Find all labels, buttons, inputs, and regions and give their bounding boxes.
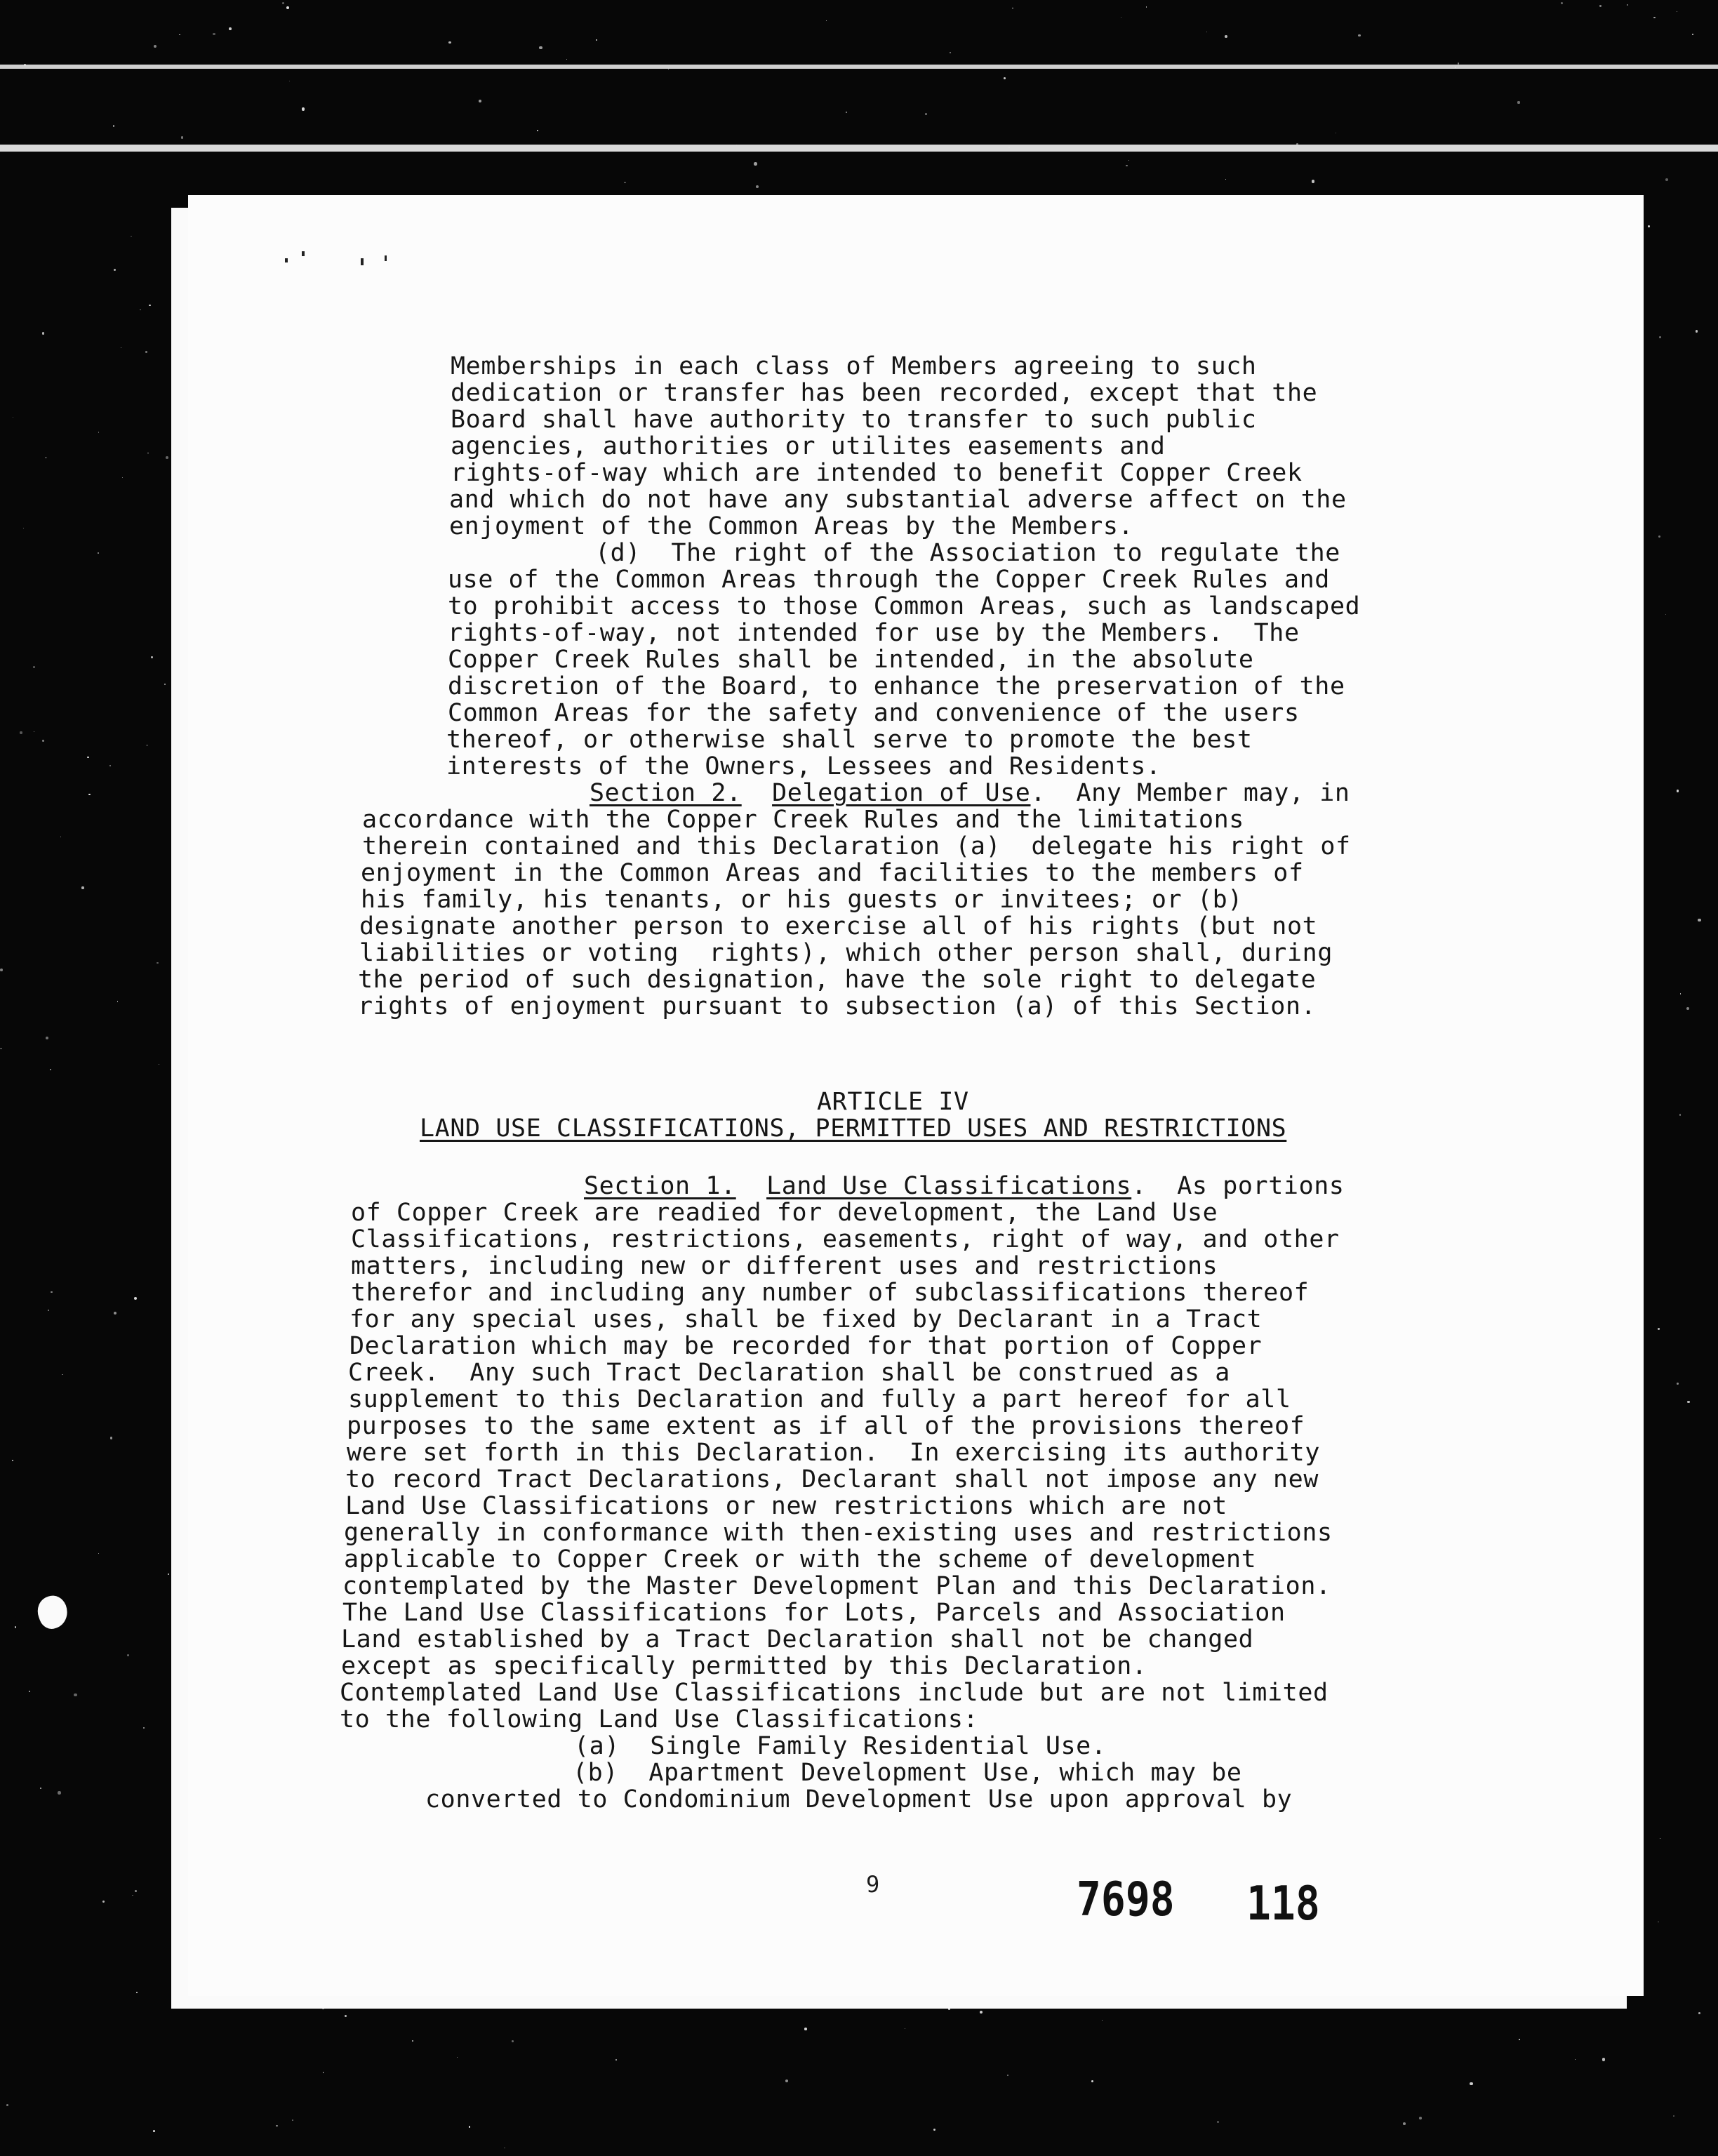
scan-speck [566,59,567,60]
section-1-title: Land Use Classifications [766,1172,1132,1200]
scan-speck [1653,17,1655,18]
scan-speck [1677,1383,1679,1385]
scan-speck [0,1048,2,1050]
list-item: (b) Apartment Development Use, which may be [573,1759,1242,1787]
scan-speck [412,2040,413,2042]
body-line: Contemplated Land Use Classifications include but are not limited [340,1679,1329,1707]
scan-speck [756,185,759,188]
scan-speck [1658,535,1660,538]
body-line: Land established by a Tract Declaration shall not be changed [341,1625,1254,1653]
scan-speck [181,136,184,139]
scan-speck [136,1992,138,1993]
scan-speck [154,45,157,48]
scan-speck [33,666,35,668]
section-1-heading [584,1172,1345,1200]
scan-speck [51,1291,53,1293]
scan-speck [754,162,757,165]
page-number: 9 [866,1871,880,1898]
scan-speck [826,20,827,22]
scan-artifact [33,1592,72,1632]
body-line: to the following Land Use Classifications: [340,1705,979,1734]
scan-speck [1012,8,1013,9]
document-page [188,195,1644,1996]
scan-speck [20,731,22,733]
scan-speck [1673,2115,1674,2117]
scan-speck [1128,160,1129,161]
scan-speck [42,332,44,334]
scan-speck [596,39,597,41]
scan-speck [1004,77,1006,79]
scan-speck [15,1626,17,1628]
scan-speck [164,684,166,685]
scan-speck [804,2028,807,2030]
scan-speck [143,1727,145,1729]
scan-speck [1102,2020,1103,2021]
scan-speck [1519,2039,1520,2040]
section-2-heading [590,779,1350,807]
scan-speck [292,2120,294,2122]
body-line: rights-of-way which are intended to benefit Copper Creek [451,459,1303,487]
scan-speck [624,182,625,183]
scan-speck [469,2126,471,2128]
scan-speck [1680,993,1681,994]
scan-speck [1470,2082,1472,2085]
body-line: and which do not have any substantial adverse affect on the [449,486,1347,514]
scan-speck [46,1037,48,1039]
body-line: discretion of the Board, to enhance the preservation of the [448,672,1345,700]
scan-speck [1517,101,1519,103]
body-line: his family, his tenants, or his guests or invitees; or (b) [361,886,1243,914]
scan-speck [457,2057,458,2058]
scan-speck [1403,2122,1406,2125]
scan-speck [276,2125,278,2127]
body-line: use of the Common Areas through the Copper Creek Rules and [448,566,1330,594]
scan-speck [1575,2059,1576,2060]
body-line: converted to Condominium Development Use upon approval by [425,1785,1293,1814]
scan-speck [117,1001,119,1002]
scan-speck [448,41,451,44]
scan-speck [50,1069,52,1071]
body-line: enjoyment of the Common Areas by the Members. [449,512,1134,540]
scan-speck [87,757,88,758]
recording-stamp-book: 7698 [1077,1871,1175,1927]
scan-speck [1698,2012,1700,2014]
body-line: dedication or transfer has been recorded, except that the [451,379,1318,407]
list-item: (a) Single Family Residential Use. [574,1732,1107,1760]
scan-speck [81,886,84,889]
body-line: accordance with the Copper Creek Rules and the limitations [362,806,1244,834]
scan-speck [98,1553,99,1554]
article-title: LAND USE CLASSIFICATIONS, PERMITTED USES AND RESTRICTIONS [420,1114,1287,1143]
scan-speck [1296,143,1298,145]
scan-speck [1665,178,1668,181]
scan-speck [147,745,148,746]
scan-speck [286,6,289,9]
scan-speck [323,2072,324,2073]
scan-speck [948,2008,951,2011]
scan-speck [1008,147,1010,148]
body-line: therefor and including any number of subclassifications thereof [351,1279,1310,1307]
scan-speck [1658,1922,1659,1923]
scan-speck [168,1573,169,1575]
body-line: (d) The right of the Association to regulate the [595,539,1340,567]
body-line: rights-of-way, not intended for use by the Members. The [448,619,1300,647]
scan-speck [122,477,124,479]
scan-speck [6,2104,8,2106]
body-line: matters, including new or different uses and restrictions [351,1252,1218,1280]
scan-speck [0,969,3,971]
scan-speck [135,1890,137,1892]
scan-speck [980,2011,983,2014]
scan-speck [114,1312,116,1315]
section-2-number: Section 2. [590,779,742,807]
section-2-title: Delegation of Use [772,779,1031,807]
scan-speck [1007,2075,1008,2076]
body-line: to record Tract Declarations, Declarant shall not impose any new [345,1465,1319,1493]
scan-speck [58,1791,60,1794]
body-line: Creek. Any such Tract Declaration shall be construed as a [348,1359,1230,1387]
scan-speck [110,1437,112,1439]
body-line: contemplated by the Master Development Plan and this Declaration. [342,1572,1331,1600]
scan-speck [24,64,26,66]
scan-speck [74,1693,76,1696]
scan-speck [1225,35,1227,38]
body-line: interests of the Owners, Lessees and Residents. [446,752,1161,780]
scan-speck [1126,165,1128,167]
scan-speck [785,2080,788,2082]
scan-speck [1146,6,1147,8]
body-line: thereof, or otherwise shall serve to promote the best [446,726,1253,754]
body-line: except as specifically permitted by this Declaration. [341,1652,1147,1680]
scan-speck [40,1788,41,1789]
scan-speck [322,2007,324,2009]
scan-speck [1312,180,1314,182]
scan-speck [933,2129,935,2131]
body-line: applicable to Copper Creek or with the scheme of development [344,1545,1257,1573]
scan-speck [1696,330,1698,332]
document-text [188,195,1644,1996]
scan-speck [1686,1007,1689,1010]
body-line: Land Use Classifications or new restrictions which are not [345,1492,1227,1520]
scan-edge-line [0,65,1718,69]
scan-speck [1602,2058,1605,2061]
scan-speck [539,46,542,49]
scan-speck [1659,336,1661,338]
scan-speck [153,2130,155,2132]
scan-speck [302,107,305,110]
scan-speck [88,794,91,796]
body-line: of Copper Creek are readied for development, the Land Use [351,1199,1218,1227]
scan-speck [157,962,158,964]
body-line: for any special uses, shall be fixed by Declarant in a Tract [349,1305,1263,1333]
scan-speck [479,100,481,102]
scan-speck [1692,34,1694,36]
recording-stamp-page: 118 [1246,1875,1320,1931]
scan-speck [98,432,100,433]
scan-speck [1217,2121,1219,2123]
scan-speck [1698,919,1700,921]
body-line: liabilities or voting rights), which other person shall, during [359,939,1333,967]
body-line: Classifications, restrictions, easements, right of way, and other [351,1225,1340,1253]
scan-speck [1679,1114,1681,1115]
scan-speck [12,1460,13,1461]
scan-speck [537,130,538,131]
scan-speck [134,1297,137,1300]
article-number: ARTICLE IV [817,1088,969,1116]
scan-speck [213,33,215,36]
scan-speck [98,552,100,554]
scan-speck [512,2040,514,2042]
scan-speck [132,1895,133,1896]
scan-speck [34,731,35,733]
scan-speck [1599,5,1601,6]
scan-speck [1658,1328,1660,1330]
scan-speck [109,765,111,766]
scan-speck [46,457,47,458]
body-line: Declaration which may be recorded for that portion of Copper [349,1332,1263,1360]
body-line: therein contained and this Declaration (a) delegate his right of [362,832,1351,860]
body-line: to prohibit access to those Common Areas, such as landscaped [448,592,1361,620]
scan-speck [114,269,116,271]
body-line: the period of such designation, have the sole right to delegate [358,966,1317,994]
scan-speck [42,740,44,742]
scan-speck [846,112,847,113]
section-1-heading-rest: . As portions [1131,1172,1345,1200]
section-1-number: Section 1. [584,1172,736,1200]
scan-speck [925,113,927,115]
scan-speck [1419,2117,1422,2120]
section-2-heading-rest: . Any Member may, in [1030,779,1350,807]
body-line: The Land Use Classifications for Lots, Parcels and Association [342,1599,1286,1627]
scan-speck [615,2059,617,2061]
scan-speck [131,236,132,237]
body-line: purposes to the same extent as if all of the provisions thereof [347,1412,1305,1440]
scan-speck [1648,225,1650,227]
scan-speck [179,34,180,36]
body-line: Common Areas for the safety and convenience of the users [448,699,1300,727]
scan-speck [1350,2004,1352,2007]
scan-speck [145,351,147,353]
body-line: rights of enjoyment pursuant to subsection (a) of this Section. [358,992,1317,1020]
body-line: agencies, authorities or utilites easements and [451,432,1166,460]
scan-speck [578,2000,581,2003]
body-line: Board shall have authority to transfer to such public [451,406,1257,434]
body-line: generally in conformance with then-existing uses and restrictions [344,1519,1333,1547]
scan-speck [140,310,141,311]
scan-speck [1687,1401,1689,1403]
body-line: were set forth in this Declaration. In exercising its authority [347,1439,1320,1467]
scan-speck [113,125,114,126]
scan-speck [1665,614,1666,615]
scan-speck [229,27,232,30]
scan-speck [166,456,168,459]
body-line: enjoyment in the Common Areas and facilities to the members of [361,859,1304,887]
body-line: Memberships in each class of Members agreeing to such [451,352,1257,380]
scan-speck [29,1691,31,1693]
scan-speck [1677,790,1679,792]
scan-speck [345,2015,347,2017]
scan-speck [1627,4,1628,6]
scan-speck [1225,179,1226,180]
scan-speck [950,52,951,53]
scan-speck [1091,2080,1093,2082]
scan-speck [102,1901,105,1903]
scan-speck [149,305,150,306]
body-line: designate another person to exercise all of his rights (but not [359,912,1318,940]
scan-speck [1561,2,1563,4]
body-line: supplement to this Declaration and fully a part hereof for all [348,1385,1291,1413]
scan-speck [60,837,62,838]
body-line: Copper Creek Rules shall be intended, in the absolute [448,646,1254,674]
scan-speck [127,1654,129,1656]
scan-speck [282,2,284,4]
scan-speck [151,656,153,658]
scan-speck [1358,34,1361,37]
scan-edge-line [0,145,1718,152]
